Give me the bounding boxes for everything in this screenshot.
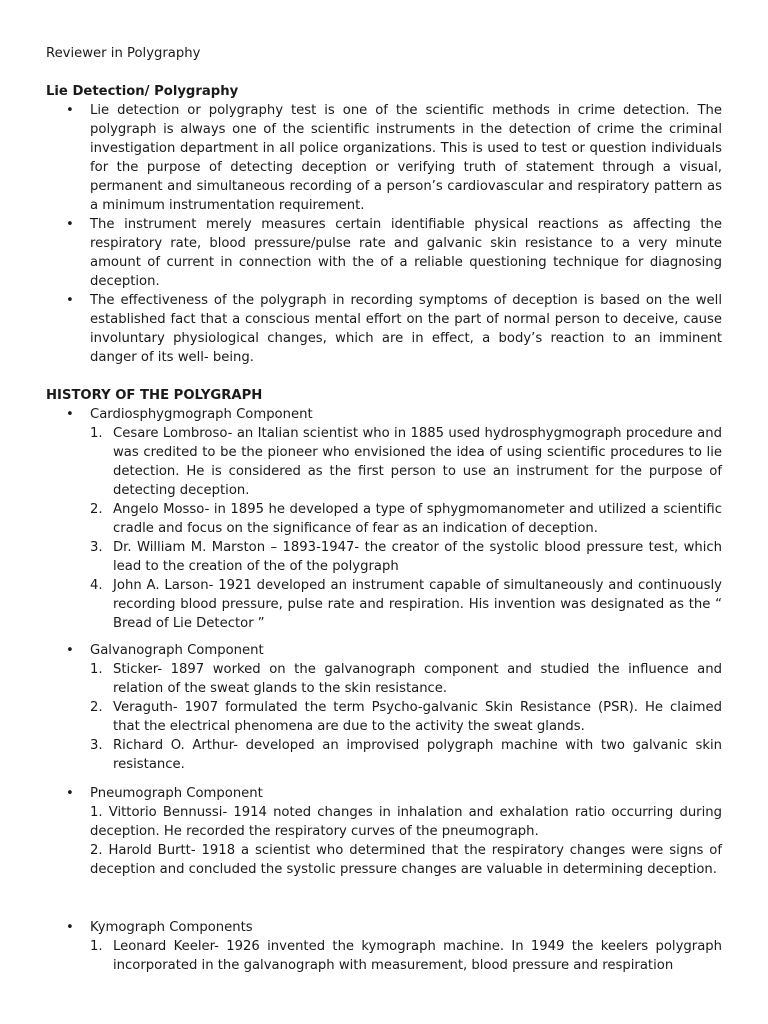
item-number: 3. [90, 738, 103, 753]
list-item: 2. Harold Burtt- 1918 a scientist who determined that the respiratory changes were signs of deception and concluded the systolic pressure changes are valuable in determining deception. [90, 843, 722, 877]
list-item [46, 424, 722, 500]
item-number: 2. [90, 502, 103, 517]
bullet-item: • The effectiveness of the polygraph in recording symptoms of deception is based on the well established fact that a conscious mental effort on the part of normal person to deceive, cause involuntary physiological changes, which are in effect, a body’s reaction to an imminent danger of its well- being. [46, 291, 722, 367]
section-heading-lie-detection: Lie Detection/ Polygraphy [46, 84, 239, 99]
galvanograph-section [46, 641, 722, 774]
list-item [46, 698, 722, 736]
item-text: Richard O. Arthur- developed an improvised polygraph machine with two galvanic skin resistance. [113, 738, 722, 772]
item-text: Cesare Lombroso- an Italian scientist who in 1885 used hydrosphygmograph procedure and was credited to be the pioneer who envisioned the idea of using scientific procedures to lie detection. He is considered as the first person to use an instrument for the purpose of detecting deception. [113, 426, 722, 498]
component-title: • Galvanograph Component [46, 641, 722, 660]
item-text: Sticker- 1897 worked on the galvanograph component and studied the influence and relation of the sweat glands to the skin resistance. [113, 662, 722, 696]
numbered-list [46, 424, 722, 633]
bullet-item: • The instrument merely measures certain identifiable physical reactions as affecting the respiratory rate, blood pressure/pulse rate and galvanic skin resistance to a very minute amount of current in connection with the of a reliable questioning technique for diagnosing deception. [46, 215, 722, 291]
component-title: • Pneumograph Component [46, 784, 722, 803]
cardiosphygmograph-section [46, 405, 722, 633]
item-text: John A. Larson- 1921 developed an instrument capable of simultaneously and continuously recording blood pressure, pulse rate and respiration. His invention was designated as the “ Bread of Lie Detector ” [113, 578, 722, 631]
item-number: 4. [90, 578, 103, 593]
item-number: 1. [90, 426, 103, 441]
list-item [46, 736, 722, 774]
item-number: 1. [90, 939, 103, 954]
list-item [46, 500, 722, 538]
numbered-list [46, 660, 722, 774]
numbered-paragraph-list [46, 803, 722, 879]
component-title: • Cardiosphygmograph Component [46, 405, 722, 424]
section-heading-history: HISTORY OF THE POLYGRAPH [46, 388, 263, 403]
lie-detection-bullet-list [46, 101, 722, 367]
item-text: Dr. William M. Marston – 1893-1947- the creator of the systolic blood pressure test, which lead to the creation of the of the polygraph [113, 540, 722, 574]
item-text: Leonard Keeler- 1926 invented the kymograph machine. In 1949 the keelers polygraph incorporated in the galvanograph with measurement, blood pressure and respiration [113, 939, 722, 973]
item-number: 1. [90, 662, 103, 677]
list-item [46, 576, 722, 633]
list-item: 1. Vittorio Bennussi- 1914 noted changes in inhalation and exhalation ratio occurring during deception. He recorded the respiratory curves of the pneumograph. [90, 805, 722, 839]
list-item [46, 538, 722, 576]
bullet-item: • Lie detection or polygraphy test is one of the scientific methods in crime detection. The polygraph is always one of the scientific instruments in the detection of crime the criminal investigation department in all police organizations. This is used to test or question individuals for the purpose of detecting deception or verifying truth of statement through a visual, permanent and simultaneous recording of a person’s cardiovascular and respiratory pattern as a minimum instrumentation requirement. [46, 101, 722, 215]
item-text: Veraguth- 1907 formulated the term Psycho-galvanic Skin Resistance (PSR). He claimed that the electrical phenomena are due to the activity the sweat glands. [113, 700, 722, 734]
item-text: Angelo Mosso- in 1895 he developed a type of sphygmomanometer and utilized a scientific cradle and focus on the significance of fear as an indication of deception. [113, 502, 722, 536]
numbered-list [46, 937, 722, 975]
component-title: • Kymograph Components [46, 918, 722, 937]
list-item [46, 660, 722, 698]
item-number: 2. [90, 700, 103, 715]
list-item [46, 937, 722, 975]
kymograph-section [46, 918, 722, 975]
pneumograph-section [46, 784, 722, 879]
item-number: 3. [90, 540, 103, 555]
document-title: Reviewer in Polygraphy [46, 46, 201, 61]
